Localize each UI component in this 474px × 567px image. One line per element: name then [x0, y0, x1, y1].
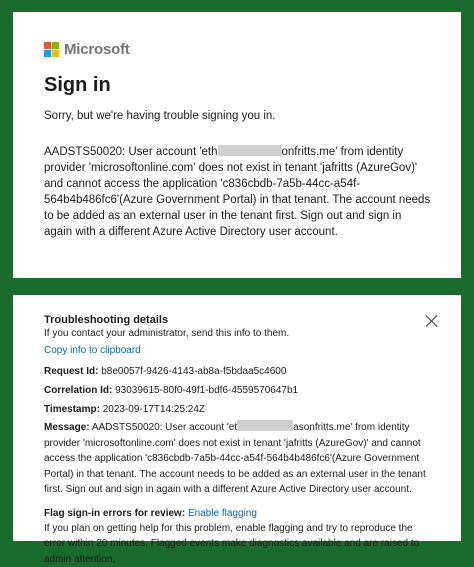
microsoft-logo-icon — [44, 42, 59, 57]
message-part1: AADSTS50020: User account 'et — [91, 422, 238, 434]
redacted-block — [218, 145, 282, 156]
timestamp-row — [44, 402, 434, 417]
error-message — [44, 144, 432, 240]
details-block — [44, 364, 434, 567]
correlation-id-row — [44, 383, 434, 398]
error-message-part1: AADSTS50020: User account 'eth — [44, 146, 218, 158]
page-title: Sign in — [44, 74, 111, 96]
message-part2: asonfritts.me' from identity provider 'microsoftonline.com' does not exist in tenant 'jafritts (AzureGov)' and cannot access the application 'c836cbdb-7a5b-44cc-a54f-564b4b486fc6'(Azure Government Portal) in that tenant. The account needs to be added as an external user in the tenant first. Sign out and sign in again with a different Azure Active Directory user account. — [44, 422, 426, 496]
logo-text: Microsoft — [64, 40, 130, 58]
troubleshooting-title: Troubleshooting details — [44, 314, 169, 326]
error-message-part2: onfritts.me' from identity provider 'microsoftonline.com' does not exist in tenant 'jafritts (AzureGov)' and cannot access the application 'c836cbdb-7a5b-44cc-a54f-564b4b486fc6'(Azure Government Portal) in that tenant. The account needs to be added as an external user in the tenant first. Sign out and sign in again with a different Azure Active Directory user account. — [44, 146, 431, 238]
troubleshooting-card — [13, 295, 461, 565]
enable-flagging-link[interactable]: Enable flagging — [187, 507, 257, 519]
flag-label: Flag sign-in errors for review: — [44, 507, 186, 519]
microsoft-logo — [44, 40, 431, 58]
signin-card — [13, 12, 461, 278]
correlation-id-value: 93039615-80f0-49f1-bdf6-4559570647b1 — [115, 384, 299, 396]
request-id-value: b8e0057f-9426-4143-ab8a-f5bdaa5c4600 — [101, 366, 287, 377]
request-id-label: Request Id: — [44, 366, 99, 377]
message-label: Message: — [44, 422, 90, 434]
correlation-id-label: Correlation Id: — [44, 384, 113, 396]
message-row — [44, 420, 434, 498]
flag-description: If you plan on getting help for this problem, enable flagging and try to reproduce the error within 20 minutes. Flagged events make diagnostics available and are raised to admin attention. — [44, 522, 420, 565]
copy-info-link[interactable]: Copy info to clipboard — [44, 345, 141, 356]
error-subtitle: Sorry, but we're having trouble signing you in. — [44, 110, 276, 122]
redacted-block — [237, 420, 293, 431]
timestamp-value: 2023-09-17T14:25:24Z — [102, 403, 206, 415]
timestamp-label: Timestamp: — [44, 403, 100, 415]
contact-text: If you contact your administrator, send this info to them. — [44, 328, 290, 339]
request-id-row — [44, 364, 434, 379]
close-icon[interactable] — [425, 314, 439, 328]
flag-row — [44, 506, 434, 521]
